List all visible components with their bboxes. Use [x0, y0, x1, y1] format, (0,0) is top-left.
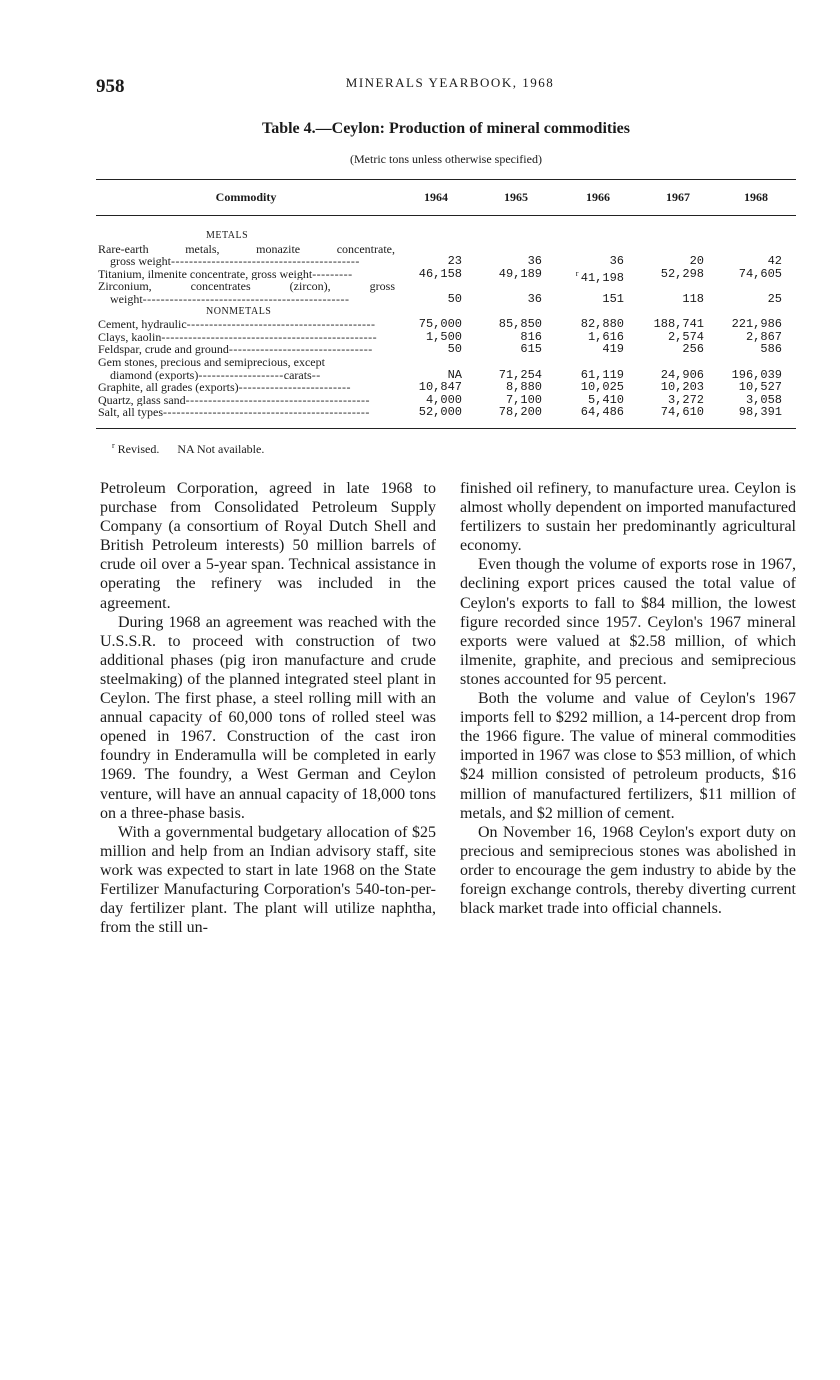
table-cell: 20 [689, 254, 704, 269]
table-cell: NA [447, 367, 462, 382]
table-cell: 61,119 [580, 367, 624, 382]
table-cell: 816 [520, 329, 542, 344]
row-label [110, 369, 395, 382]
table-cell: 419 [602, 342, 624, 357]
table-cell: 52,000 [418, 405, 462, 420]
body-column-right [460, 479, 796, 918]
table-cell: 1,616 [587, 329, 624, 344]
leader-dots: -- [311, 368, 321, 382]
table-cell: 46,158 [418, 266, 462, 281]
leader-dots: ------------------- [198, 368, 284, 382]
row-label-text: gross weight [110, 255, 171, 268]
table-cell: 118 [682, 291, 704, 306]
row-label-text: weight [110, 292, 143, 306]
table-cell: 74,610 [660, 405, 704, 420]
row-label [98, 406, 395, 419]
leader-dots: ------------------------------------------------ [161, 330, 378, 344]
table-cell: 25 [767, 291, 782, 306]
table-bottom-rule [96, 428, 796, 429]
table-cell: 24,906 [660, 367, 704, 382]
paragraph: Both the volume and value of Ceylon's 1967 imports fell to $292 million, a 14-percent drop from the 1966 figure. The value of mineral commodities imported in 1967 was close to $53 million, of which $24 million consisted of petroleum products, $16 million of manufactured fertilizers, $11 million of metals, and $2 million of cement. [460, 690, 796, 822]
table-cell: 8,880 [505, 380, 542, 395]
row-label-text: Salt, all types [98, 406, 163, 419]
table-row [96, 406, 796, 419]
row-label [110, 293, 395, 306]
leader-dots: ----------------------------------------- [185, 393, 370, 407]
row-label [98, 318, 395, 331]
table-row [96, 318, 796, 331]
table-cell: 75,000 [418, 317, 462, 332]
row-label [98, 331, 395, 344]
table-cell: 10,025 [580, 380, 624, 395]
section-row [96, 230, 796, 243]
table-title: Table 4.—Ceylon: Production of mineral commodities [262, 120, 630, 137]
table-cell: 615 [520, 342, 542, 357]
table-footnote [112, 441, 264, 457]
table-cell: 3,272 [667, 392, 704, 407]
row-label: Rare-earth metals, monazite concentrate, [98, 242, 395, 256]
table-cell: 188,741 [653, 317, 704, 332]
paragraph: Even though the volume of exports rose in 1967, declining export prices caused the total value of Ceylon's exports to fall to $84 million, the lowest figure recorded since 1957. Ceylon's 1967 mineral exports were valued at $2.58 million, of which ilmenite, graphite, and precious and semiprecious stones accounted for 95 percent. [460, 556, 796, 688]
leader-dots: ------------------------- [238, 381, 352, 394]
section-label-metals: METALS [206, 230, 249, 241]
row-label [98, 268, 395, 281]
table-cell: 85,850 [498, 317, 542, 332]
table-cell: 49,189 [498, 266, 542, 281]
table-row [96, 381, 796, 394]
table-cell: 50 [447, 291, 462, 306]
table-cell: 36 [527, 291, 542, 306]
table-cell: 71,254 [498, 367, 542, 382]
column-header-year: 1965 [504, 190, 528, 204]
table-cell: 256 [682, 342, 704, 357]
table-cell: 1,500 [425, 329, 462, 344]
revised-mark: r [112, 441, 115, 450]
footnote-na: NA Not available. [177, 442, 265, 456]
table-cell: 52,298 [660, 266, 704, 281]
table-row [96, 356, 796, 369]
paragraph: During 1968 an agreement was reached with the U.S.S.R. to proceed with construction of two additional phases (pig iron manufacture and crude steelmaking) of the planned integrated steel plant in Ceylon. The first phase, a steel rolling mill with an annual capacity of 60,000 tons of rolled steel was opened in 1967. Construction of the cast iron foundry in Enderamulla will be completed in early 1969. The foundry, a West German and Ceylon venture, will have an annual capacity of 18,000 tons on a three-phase basis. [100, 613, 436, 822]
table-cell: 10,847 [418, 380, 462, 395]
paragraph: With a governmental budgetary allocation of $25 million and help from an Indian advisory staff, site work was expected to start in late 1968 on the State Fertilizer Manufacturing Corporation's 540-ton-per-day fertilizer plant. The plant will utilize naphtha, from the still un- [100, 823, 436, 937]
leader-dots: ---------------------------------------------- [163, 406, 370, 419]
leader-dots: ------------------------------------------ [186, 318, 376, 331]
paragraph: Petroleum Corporation, agreed in late 1968 to purchase from Consolidated Petroleum Supply Company (a consortium of Royal Dutch Shell and British Petroleum interests) 50 million barrels of crude oil over a 5-year span. Technical assistance in operating the refinery was included in the agreement. [100, 480, 436, 612]
table-cell: 42 [767, 254, 782, 269]
table-cell: 4,000 [425, 392, 462, 407]
table-row [96, 255, 796, 268]
header-rule [96, 215, 796, 216]
table-subtitle: (Metric tons unless otherwise specified) [350, 152, 542, 166]
row-label [98, 381, 395, 394]
page-number: 958 [96, 76, 125, 97]
table-cell: 151 [602, 291, 624, 306]
section-label-nonmetals: NONMETALS [206, 305, 272, 317]
row-label: Gem stones, precious and semiprecious, except [98, 355, 325, 369]
table-row [96, 343, 796, 356]
row-label [98, 394, 395, 407]
column-header-year: 1968 [744, 190, 768, 204]
table-row [96, 266, 796, 285]
table-top-rule [96, 179, 796, 180]
paragraph: finished oil refinery, to manufacture urea. Ceylon is almost wholly dependent on imported manufactured fertilizers to sustain her predominantly agricultural economy. [460, 480, 796, 555]
row-label-text: Quartz, glass sand [98, 393, 186, 407]
table-cell: 10,203 [660, 380, 704, 395]
paragraph: On November 16, 1968 Ceylon's export duty on precious and semiprecious stones was abolished in order to encourage the gem industry to abide by the foreign exchange controls, thereby diverting current black market trade into official channels. [460, 823, 796, 918]
table-cell: 78,200 [498, 405, 542, 420]
table-cell: 10,527 [738, 380, 782, 395]
table-cell: 196,039 [731, 367, 782, 382]
leader-dots: ---------------------------------------------- [142, 292, 350, 306]
leader-dots: ------------------------------------------ [171, 255, 360, 268]
table-row [96, 293, 796, 306]
running-title: MINERALS YEARBOOK, 1968 [345, 75, 555, 90]
table-body [96, 230, 796, 419]
table-cell: 3,058 [745, 392, 782, 407]
table-cell: 36 [609, 254, 624, 269]
leader-dots: --------- [312, 267, 353, 281]
row-label [98, 343, 395, 356]
body-column-left [100, 479, 436, 937]
row-label: Zirconium, concentrates (zircon), gross [98, 280, 395, 293]
leader-dots: -------------------------------- [228, 343, 373, 356]
table-cell: 5,410 [587, 392, 624, 407]
table-cell: 64,486 [580, 405, 624, 420]
table-cell: 221,986 [731, 317, 782, 332]
table-cell: 98,391 [738, 405, 782, 420]
table-cell-value: 41,198 [580, 270, 624, 285]
table-cell: 586 [760, 342, 782, 357]
revised-mark: r [575, 268, 579, 278]
row-label-text: Clays, kaolin [98, 330, 162, 344]
unit-label: carats [283, 368, 312, 382]
table-cell: 74,605 [738, 266, 782, 281]
row-label-text: Graphite, all grades (exports) [98, 381, 239, 394]
row-label-text: Feldspar, crude and ground [98, 343, 229, 356]
table-cell: 2,574 [667, 329, 704, 344]
column-header-year: 1964 [424, 190, 448, 204]
row-label-text: Titanium, ilmenite concentrate, gross weight [98, 267, 313, 281]
footnote-revised: Revised. [117, 442, 160, 456]
table-cell: 7,100 [505, 392, 542, 407]
column-header-commodity: Commodity [215, 190, 277, 204]
row-label [110, 255, 395, 268]
table-cell: 2,867 [745, 329, 782, 344]
column-header-year: 1967 [666, 190, 690, 204]
table-cell: 23 [447, 254, 462, 269]
column-header-year: 1966 [586, 190, 610, 204]
table-cell: 82,880 [580, 317, 624, 332]
table-cell: 50 [447, 342, 462, 357]
table-cell: 36 [527, 254, 542, 269]
row-label-text: diamond (exports) [110, 368, 199, 382]
row-label-text: Cement, hydraulic [98, 318, 187, 331]
